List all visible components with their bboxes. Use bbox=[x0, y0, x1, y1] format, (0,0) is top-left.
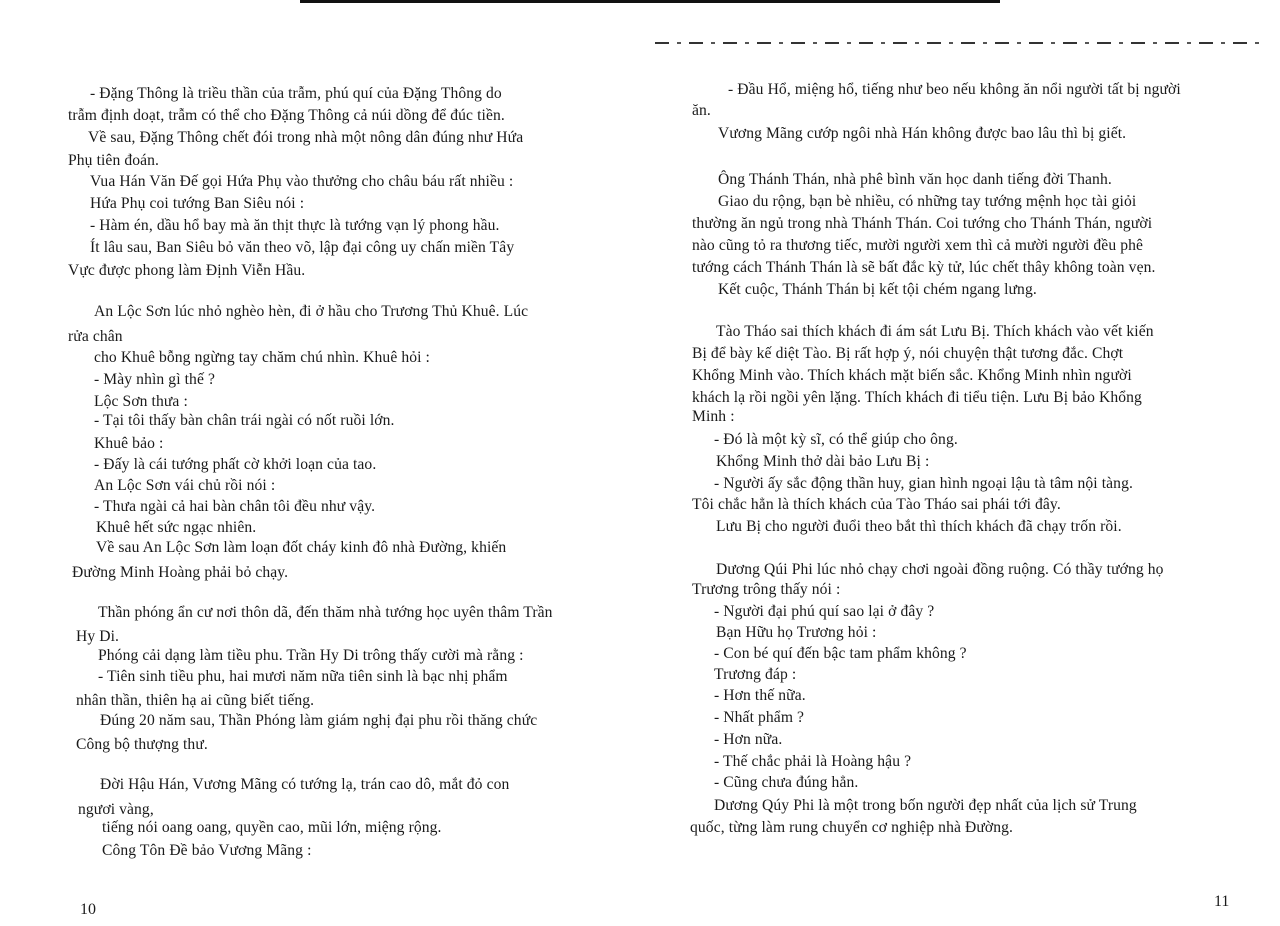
text-line: - Hơn thế nữa. bbox=[714, 687, 806, 704]
text-line: tướng cách Thánh Thán là sẽ bất đắc kỳ tử, lúc chết thây không toàn vẹn. bbox=[692, 259, 1156, 276]
text-line: - Mày nhìn gì thế ? bbox=[94, 371, 215, 388]
text-line: Phụ tiên đoán. bbox=[68, 152, 160, 169]
text-line: - Cũng chưa đúng hẳn. bbox=[714, 774, 859, 791]
text-line: Trương trông thấy nói : bbox=[692, 581, 841, 598]
text-line: - Con bé quí đến bậc tam phẩm không ? bbox=[714, 645, 967, 662]
text-line: Trương đáp : bbox=[714, 666, 797, 683]
text-line: Đường Minh Hoàng phải bỏ chạy. bbox=[72, 564, 289, 581]
text-line: Ông Thánh Thán, nhà phê bình văn học danh tiếng đời Thanh. bbox=[718, 171, 1112, 188]
text-line: Thần phóng ẩn cư nơi thôn dã, đến thăm nhà tướng học uyên thâm Trần bbox=[98, 604, 553, 621]
text-line: Đúng 20 năm sau, Thần Phóng làm giám nghị đại phu rồi thăng chức bbox=[100, 712, 538, 729]
text-line: - Đó là một kỳ sĩ, có thể giúp cho ông. bbox=[714, 431, 958, 448]
text-line: Tôi chắc hẳn là thích khách của Tào Tháo sai phái tới đây. bbox=[692, 496, 1061, 513]
text-line: Lưu Bị cho người đuổi theo bắt thì thích khách đã chạy trốn rồi. bbox=[716, 518, 1122, 535]
page-number: 10 bbox=[80, 901, 96, 918]
text-line: Dương Qúy Phi là một trong bốn người đẹp nhất của lịch sử Trung bbox=[714, 797, 1137, 814]
text-line: Về sau, Đặng Thông chết đói trong nhà một nông dân đúng như Hứa bbox=[88, 129, 524, 146]
text-line: Công Tôn Đề bảo Vương Mãng : bbox=[102, 842, 312, 859]
text-line: An Lộc Sơn lúc nhỏ nghèo hèn, đi ở hầu cho Trương Thủ Khuê. Lúc bbox=[94, 303, 529, 320]
text-line: rửa chân bbox=[68, 328, 123, 345]
text-line: Vực được phong làm Định Viễn Hầu. bbox=[68, 262, 306, 279]
text-line: Dương Qúi Phi lúc nhỏ chạy chơi ngoài đồng ruộng. Có thầy tướng họ bbox=[716, 561, 1164, 578]
text-line: ngươi vàng, bbox=[78, 801, 154, 818]
text-line: Khổng Minh thở dài bảo Lưu Bị : bbox=[716, 453, 930, 470]
text-line: Giao du rộng, bạn bè nhiều, có những tay tướng mệnh học tài giỏi bbox=[718, 193, 1137, 210]
text-line: thường ăn ngủ trong nhà Thánh Thán. Coi tướng cho Thánh Thán, người bbox=[692, 215, 1153, 232]
text-line: Hứa Phụ coi tướng Ban Siêu nói : bbox=[90, 195, 305, 212]
text-line: khách lạ rồi ngồi yên lặng. Thích khách đi tiểu tiện. Lưu Bị bảo Khổng bbox=[692, 389, 1142, 406]
text-line: quốc, từng làm rung chuyển cơ nghiệp nhà Đường. bbox=[690, 819, 1014, 836]
text-line: - Người ấy sắc động thần huy, gian hình ngoại lậu tà tâm nội tàng. bbox=[714, 475, 1133, 492]
text-line: - Người đại phú quí sao lại ở đây ? bbox=[714, 603, 935, 620]
text-line: Vương Mãng cướp ngôi nhà Hán không được bao lâu thì bị giết. bbox=[718, 125, 1127, 142]
text-line: Khuê hết sức ngạc nhiên. bbox=[96, 519, 257, 536]
text-line: Phóng cải dạng làm tiều phu. Trần Hy Di trông thấy cười mà rằng : bbox=[98, 647, 524, 664]
text-line: trẫm định doạt, trẫm có thể cho Đặng Thông cả núi dồng để đúc tiền. bbox=[68, 107, 505, 124]
text-line: - Tiên sinh tiều phu, hai mươi năm nữa tiên sinh là bạc nhị phẩm bbox=[98, 668, 508, 685]
text-line: - Đặng Thông là triều thần của trẫm, phú quí của Đặng Thông do bbox=[90, 85, 502, 102]
text-line: - Nhất phẩm ? bbox=[714, 709, 805, 726]
text-line: - Đầu Hổ, miệng hổ, tiếng như beo nếu không ăn nổi người tất bị người bbox=[728, 81, 1181, 98]
text-line: Bị để bày kế diệt Tào. Bị rất hợp ý, nói chuyện thật tương đắc. Chợt bbox=[692, 345, 1124, 362]
text-line: Ít lâu sau, Ban Siêu bỏ văn theo võ, lập đại công uy chấn miền Tây bbox=[90, 239, 515, 256]
text-line: - Thưa ngài cả hai bàn chân tôi đều như vậy. bbox=[94, 498, 376, 515]
text-line: tiếng nói oang oang, quyền cao, mũi lớn, miệng rộng. bbox=[102, 819, 442, 836]
text-line: ăn. bbox=[692, 102, 711, 119]
text-line: Kết cuộc, Thánh Thán bị kết tội chém ngang lưng. bbox=[718, 281, 1037, 298]
text-line: Khổng Minh vào. Thích khách mặt biến sắc. Khổng Minh nhìn người bbox=[692, 367, 1132, 384]
text-line: Minh : bbox=[692, 408, 735, 425]
text-line: Về sau An Lộc Sơn làm loạn đốt cháy kinh đô nhà Đường, khiến bbox=[96, 539, 507, 556]
text-line: Lộc Sơn thưa : bbox=[94, 393, 188, 410]
text-line: Hy Di. bbox=[76, 628, 120, 645]
text-line: nhân thần, thiên hạ ai cũng biết tiếng. bbox=[76, 692, 315, 709]
text-line: cho Khuê bỗng ngừng tay chăm chú nhìn. Khuê hỏi : bbox=[94, 349, 430, 366]
text-line: Khuê bảo : bbox=[94, 435, 164, 452]
text-line: Đời Hậu Hán, Vương Mãng có tướng lạ, trán cao dô, mắt đỏ con bbox=[100, 776, 510, 793]
right-page bbox=[640, 0, 1280, 926]
text-line: - Hàm én, dầu hổ bay mà ăn thịt thực là tướng vạn lý phong hầu. bbox=[90, 217, 500, 234]
text-line: Bạn Hữu họ Trương hỏi : bbox=[716, 624, 877, 641]
text-line: - Hơn nữa. bbox=[714, 731, 783, 748]
text-line: - Đấy là cái tướng phất cờ khởi loạn của tao. bbox=[94, 456, 377, 473]
page-number: 11 bbox=[1214, 893, 1230, 910]
text-line: nào cũng tỏ ra thương tiếc, mười người xem thì cả mười người đều phê bbox=[692, 237, 1144, 254]
text-line: - Thế chắc phải là Hoàng hậu ? bbox=[714, 753, 912, 770]
text-line: Tào Tháo sai thích khách đi ám sát Lưu Bị. Thích khách vào vết kiến bbox=[716, 323, 1154, 340]
text-line: Vua Hán Văn Đế gọi Hứa Phụ vào thưởng cho châu báu rất nhiều : bbox=[90, 173, 514, 190]
text-line: Công bộ thượng thư. bbox=[76, 736, 208, 753]
text-line: An Lộc Sơn vái chủ rồi nói : bbox=[94, 477, 276, 494]
text-line: - Tại tôi thấy bàn chân trái ngài có nốt ruồi lớn. bbox=[94, 412, 395, 429]
